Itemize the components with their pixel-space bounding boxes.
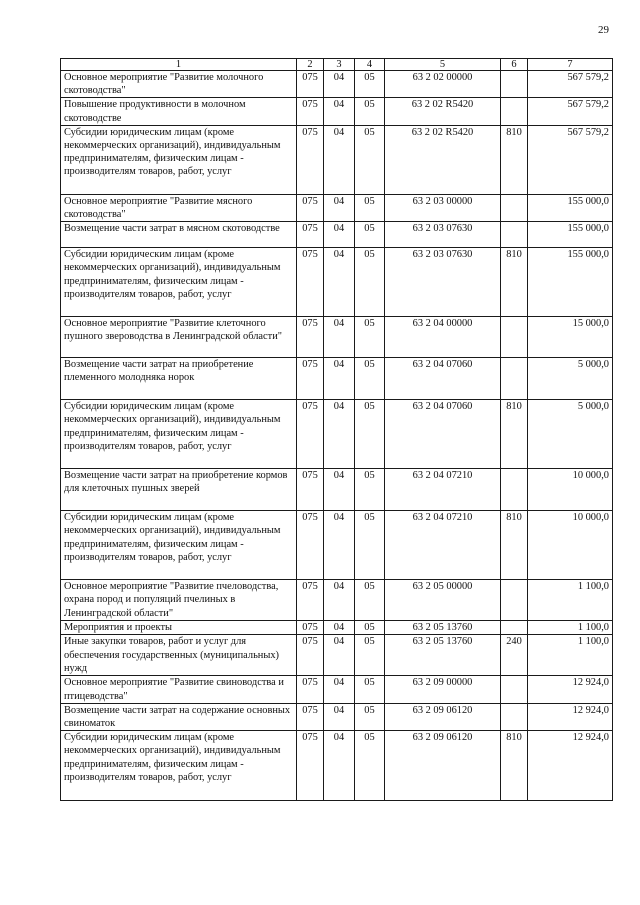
cell-vr: 810 — [501, 248, 528, 317]
row-name: Возмещение части затрат в мясном скотоводстве — [61, 222, 297, 248]
cell-col2: 075 — [297, 731, 324, 801]
cell-vr — [501, 317, 528, 358]
cell-col2: 075 — [297, 400, 324, 469]
cell-vr — [501, 98, 528, 125]
table-row — [61, 703, 613, 730]
table-row — [61, 98, 613, 125]
cell-col3: 04 — [324, 511, 355, 580]
cell-col2: 075 — [297, 317, 324, 358]
cell-col4: 05 — [355, 731, 385, 801]
table-row — [61, 358, 613, 400]
cell-amount: 155 000,0 — [528, 194, 613, 221]
cell-col2: 075 — [297, 358, 324, 400]
row-name: Основное мероприятие "Развитие пчеловодства, охрана пород и популяций пчелиных в Ленинградской области" — [61, 580, 297, 621]
cell-col2: 075 — [297, 248, 324, 317]
cell-amount: 5 000,0 — [528, 400, 613, 469]
table-row — [61, 511, 613, 580]
cell-amount: 567 579,2 — [528, 98, 613, 125]
row-name: Возмещение части затрат на содержание основных свиноматок — [61, 703, 297, 730]
cell-code: 63 2 09 06120 — [385, 703, 501, 730]
cell-col4: 05 — [355, 317, 385, 358]
table-row — [61, 580, 613, 621]
cell-code: 63 2 03 07630 — [385, 248, 501, 317]
row-name: Субсидии юридическим лицам (кроме некоммерческих организаций), индивидуальным предпринимателям, физическим лицам - производителям товаров, работ, услуг — [61, 511, 297, 580]
header-cell: 5 — [385, 59, 501, 71]
table-row — [61, 222, 613, 248]
cell-col4: 05 — [355, 125, 385, 194]
row-name: Возмещение части затрат на приобретение племенного молодняка норок — [61, 358, 297, 400]
cell-amount: 1 100,0 — [528, 580, 613, 621]
cell-amount: 12 924,0 — [528, 703, 613, 730]
cell-amount: 567 579,2 — [528, 125, 613, 194]
cell-code: 63 2 02 R5420 — [385, 125, 501, 194]
cell-amount: 15 000,0 — [528, 317, 613, 358]
cell-vr — [501, 222, 528, 248]
cell-code: 63 2 05 13760 — [385, 635, 501, 676]
header-cell: 6 — [501, 59, 528, 71]
row-name: Субсидии юридическим лицам (кроме некоммерческих организаций), индивидуальным предпринимателям, физическим лицам - производителям товаров, работ, услуг — [61, 125, 297, 194]
header-cell: 3 — [324, 59, 355, 71]
cell-code: 63 2 04 07060 — [385, 400, 501, 469]
cell-col4: 05 — [355, 400, 385, 469]
cell-amount: 12 924,0 — [528, 731, 613, 801]
cell-col3: 04 — [324, 469, 355, 511]
cell-col4: 05 — [355, 98, 385, 125]
cell-amount: 1 100,0 — [528, 621, 613, 635]
row-name: Субсидии юридическим лицам (кроме некоммерческих организаций), индивидуальным предпринимателям, физическим лицам - производителям товаров, работ, услуг — [61, 731, 297, 801]
row-name: Субсидии юридическим лицам (кроме некоммерческих организаций), индивидуальным предпринимателям, физическим лицам - производителям товаров, работ, услуг — [61, 400, 297, 469]
cell-col4: 05 — [355, 469, 385, 511]
cell-vr — [501, 71, 528, 98]
cell-col4: 05 — [355, 222, 385, 248]
cell-col2: 075 — [297, 98, 324, 125]
cell-vr — [501, 621, 528, 635]
table-row — [61, 400, 613, 469]
cell-col2: 075 — [297, 580, 324, 621]
cell-col3: 04 — [324, 71, 355, 98]
cell-amount: 155 000,0 — [528, 222, 613, 248]
row-name: Основное мероприятие "Развитие свиноводства и птицеводства" — [61, 676, 297, 703]
cell-code: 63 2 03 00000 — [385, 194, 501, 221]
cell-col3: 04 — [324, 635, 355, 676]
cell-col2: 075 — [297, 511, 324, 580]
cell-vr: 240 — [501, 635, 528, 676]
header-cell: 1 — [61, 59, 297, 71]
cell-code: 63 2 09 06120 — [385, 731, 501, 801]
cell-col2: 075 — [297, 676, 324, 703]
cell-col4: 05 — [355, 71, 385, 98]
cell-code: 63 2 02 00000 — [385, 71, 501, 98]
page-number: 29 — [598, 24, 609, 36]
cell-vr — [501, 358, 528, 400]
cell-col2: 075 — [297, 703, 324, 730]
cell-col4: 05 — [355, 248, 385, 317]
table-row — [61, 469, 613, 511]
cell-col2: 075 — [297, 71, 324, 98]
cell-code: 63 2 05 00000 — [385, 580, 501, 621]
cell-col3: 04 — [324, 676, 355, 703]
cell-vr: 810 — [501, 511, 528, 580]
table-row — [61, 676, 613, 703]
cell-col3: 04 — [324, 703, 355, 730]
cell-col4: 05 — [355, 621, 385, 635]
row-name: Основное мероприятие "Развитие клеточного пушного звероводства в Ленинградской области" — [61, 317, 297, 358]
cell-amount: 10 000,0 — [528, 511, 613, 580]
cell-col2: 075 — [297, 621, 324, 635]
cell-code: 63 2 04 07060 — [385, 358, 501, 400]
row-name: Основное мероприятие "Развитие молочного скотоводства" — [61, 71, 297, 98]
header-cell: 7 — [528, 59, 613, 71]
cell-col4: 05 — [355, 676, 385, 703]
cell-amount: 10 000,0 — [528, 469, 613, 511]
cell-code: 63 2 04 07210 — [385, 469, 501, 511]
table-row — [61, 194, 613, 221]
cell-vr: 810 — [501, 731, 528, 801]
cell-col3: 04 — [324, 98, 355, 125]
cell-code: 63 2 02 R5420 — [385, 98, 501, 125]
table-row — [61, 635, 613, 676]
cell-col2: 075 — [297, 194, 324, 221]
cell-col4: 05 — [355, 703, 385, 730]
header-row — [61, 59, 613, 71]
cell-col3: 04 — [324, 621, 355, 635]
cell-col4: 05 — [355, 580, 385, 621]
cell-col3: 04 — [324, 125, 355, 194]
cell-col4: 05 — [355, 511, 385, 580]
cell-amount: 12 924,0 — [528, 676, 613, 703]
cell-vr — [501, 580, 528, 621]
cell-vr — [501, 194, 528, 221]
cell-col3: 04 — [324, 248, 355, 317]
cell-code: 63 2 04 00000 — [385, 317, 501, 358]
cell-amount: 1 100,0 — [528, 635, 613, 676]
table-row — [61, 248, 613, 317]
cell-code: 63 2 03 07630 — [385, 222, 501, 248]
cell-col3: 04 — [324, 222, 355, 248]
cell-code: 63 2 09 00000 — [385, 676, 501, 703]
cell-vr — [501, 469, 528, 511]
table-row — [61, 621, 613, 635]
cell-col2: 075 — [297, 635, 324, 676]
row-name: Основное мероприятие "Развитие мясного скотоводства" — [61, 194, 297, 221]
cell-code: 63 2 04 07210 — [385, 511, 501, 580]
cell-col4: 05 — [355, 635, 385, 676]
row-name: Возмещение части затрат на приобретение кормов для клеточных пушных зверей — [61, 469, 297, 511]
table-row — [61, 71, 613, 98]
cell-col3: 04 — [324, 194, 355, 221]
cell-vr — [501, 703, 528, 730]
cell-col4: 05 — [355, 194, 385, 221]
cell-col2: 075 — [297, 125, 324, 194]
cell-col3: 04 — [324, 317, 355, 358]
cell-col2: 075 — [297, 222, 324, 248]
row-name: Иные закупки товаров, работ и услуг для обеспечения государственных (муниципальных) нужд — [61, 635, 297, 676]
cell-col2: 075 — [297, 469, 324, 511]
row-name: Мероприятия и проекты — [61, 621, 297, 635]
cell-vr: 810 — [501, 125, 528, 194]
header-cell: 2 — [297, 59, 324, 71]
row-name: Субсидии юридическим лицам (кроме некоммерческих организаций), индивидуальным предпринимателям, физическим лицам - производителям товаров, работ, услуг — [61, 248, 297, 317]
header-cell: 4 — [355, 59, 385, 71]
cell-col3: 04 — [324, 731, 355, 801]
row-name: Повышение продуктивности в молочном скотоводстве — [61, 98, 297, 125]
cell-col3: 04 — [324, 400, 355, 469]
cell-amount: 5 000,0 — [528, 358, 613, 400]
cell-col3: 04 — [324, 358, 355, 400]
cell-vr — [501, 676, 528, 703]
cell-amount: 155 000,0 — [528, 248, 613, 317]
cell-vr: 810 — [501, 400, 528, 469]
table-row — [61, 125, 613, 194]
cell-code: 63 2 05 13760 — [385, 621, 501, 635]
budget-table — [60, 58, 613, 801]
table-row — [61, 317, 613, 358]
table-row — [61, 731, 613, 801]
cell-col4: 05 — [355, 358, 385, 400]
cell-amount: 567 579,2 — [528, 71, 613, 98]
cell-col3: 04 — [324, 580, 355, 621]
